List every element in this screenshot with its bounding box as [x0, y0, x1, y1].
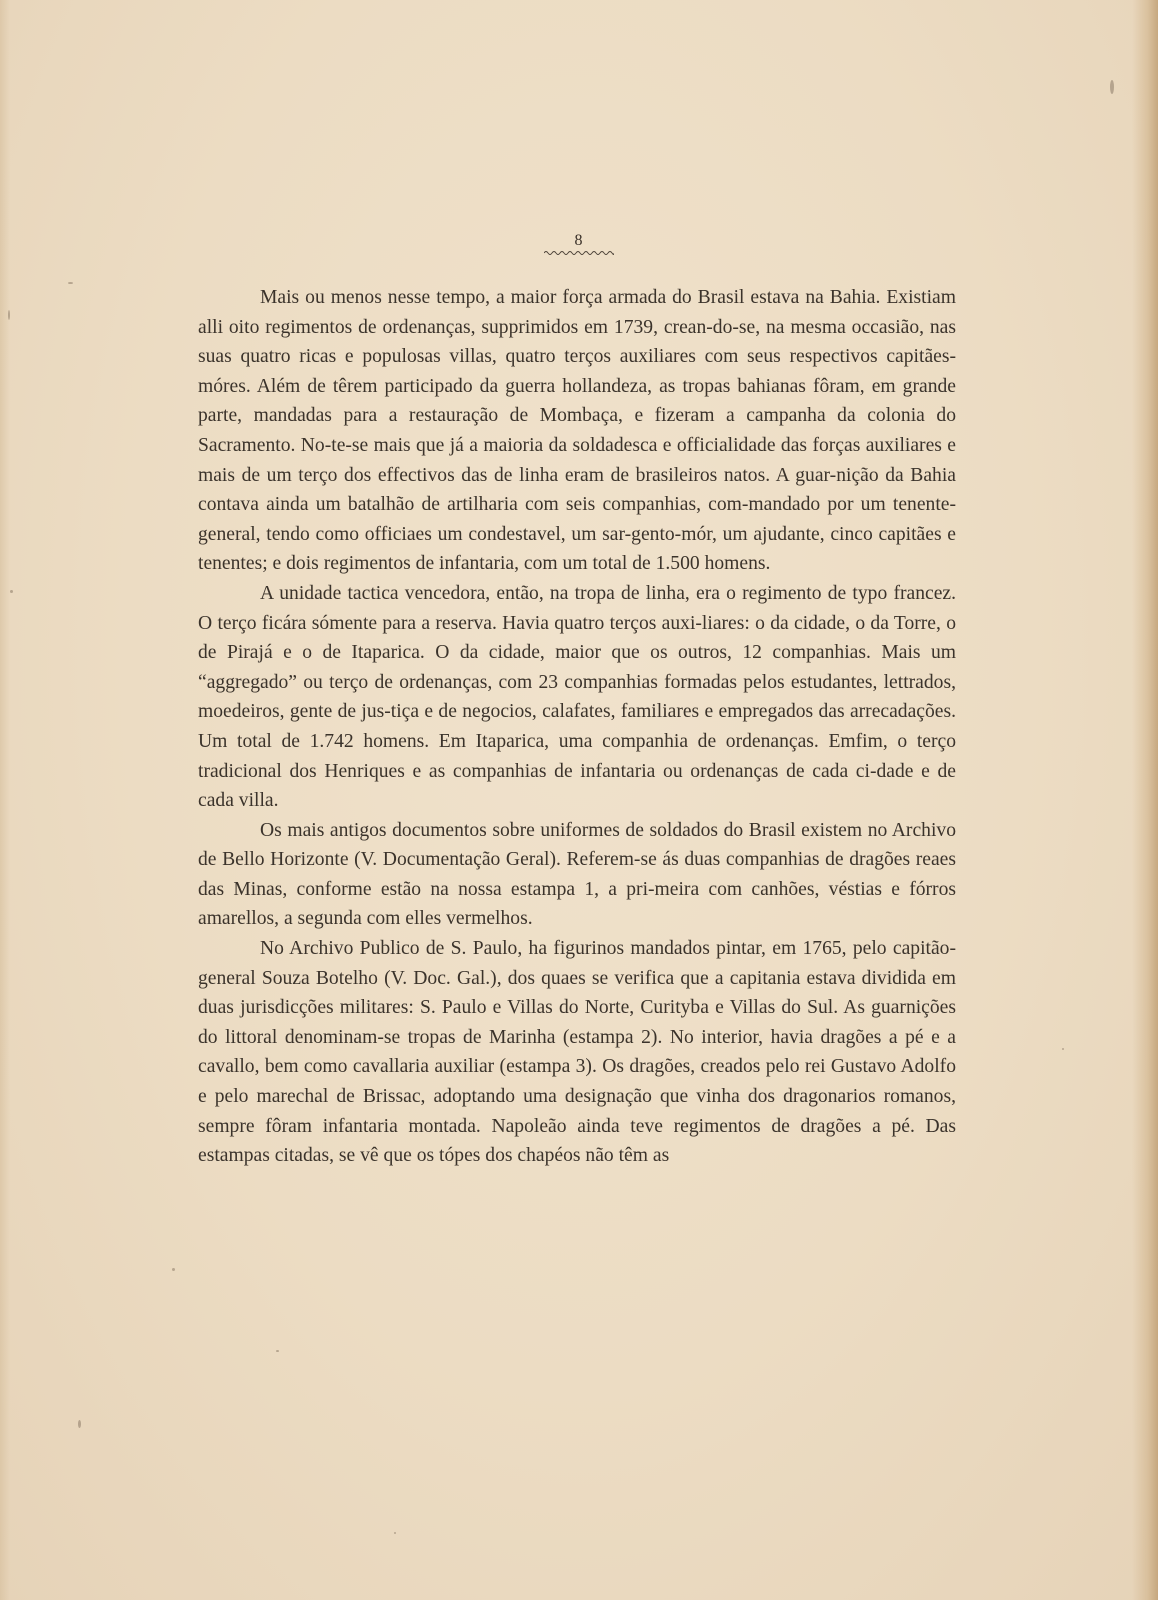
page-number: 8	[574, 232, 584, 249]
paragraph-4: No Archivo Publico de S. Paulo, ha figurinos mandados pintar, em 1765, pelo capitão-general Souza Botelho (V. Doc. Gal.), dos quaes se verifica que a capitania estava dividida em duas jurisdicções militares: S. Paulo e Villas do Norte, Curityba e Villas do Sul. As guarnições do littoral denominam-se tropas de Marinha (estampa 2). No interior, havia dragões a pé e a cavallo, bem como cavallaria auxiliar (estampa 3). Os dragões, creados pelo rei Gustavo Adolfo e pelo marechal de Brissac, adoptando uma designação que vinha dos dragonarios romanos, sempre fôram infantaria montada. Napoleão ainda teve regimentos de dragões a pé. Das estampas citadas, se vê que os tópes dos chapéos não têm as	[198, 938, 956, 1167]
paper-speck	[394, 1532, 396, 1534]
paper-speck	[8, 310, 10, 320]
paper-speck	[1062, 1048, 1064, 1050]
paragraph-2: A unidade tactica vencedora, então, na tropa de linha, era o regimento de typo francez. O terço ficára sómente para a reserva. Havia quatro terços auxi-liares: o da cidade, o da Torre, o de Pirajá e o de Itaparica. O da cidade, maior que os outros, 12 companhias. Mais um “aggregado” ou terço de ordenanças, com 23 companhias formadas pelos estudantes, lettrados, moedeiros, gente de jus-tiça e de negocios, calafates, familiares e empregados das arrecadações. Um total de 1.742 homens. Em Itaparica, uma companhia de ordenanças. Emfim, o terço tradicional dos Henriques e as companhias de infantaria ou ordenanças de cada ci-dade e de cada villa.	[198, 582, 956, 812]
paragraph-1: Mais ou menos nesse tempo, a maior força armada do Brasil estava na Bahia. Existiam alli oito regimentos de ordenanças, supprimidos em 1739, crean-do-se, na mesma occasião, nas suas quatro ricas e populosas villas, quatro terços auxiliares com seus respectivos capitães-móres. Além de têrem participado da guerra hollandeza, as tropas bahianas fôram, em grande parte, mandadas para a restauração de Mombaça, e fizeram a campanha da colonia do Sacramento. No-te-se mais que já a maioria da soldadesca e officialidade das forças auxiliares e mais de um terço dos effectivos das de linha eram de brasileiros natos. A guar-nição da Bahia contava ainda um batalhão de artilharia com seis companhias, com-mandado por um tenente-general, tendo como officiaes um condestavel, um sar-gento-mór, um ajudante, cinco capitães e tenentes; e dois regimentos de infantaria, com um total de 1.500 homens.	[198, 287, 956, 575]
paper-speck	[68, 282, 73, 284]
paragraph-3: Os mais antigos documentos sobre uniformes de soldados do Brasil existem no Archivo de Bello Horizonte (V. Documentação Geral). Referem-se ás duas companhias de dragões reaes das Minas, conforme estão na nossa estampa 1, a pri-meira com canhões, véstias e fórros amarellos, a segunda com elles vermelhos.	[198, 819, 956, 930]
ornamental-wavy-rule	[544, 250, 614, 256]
paper-speck	[78, 1420, 81, 1428]
body-text	[198, 283, 956, 1171]
page-header	[0, 232, 1158, 256]
paper-speck	[10, 590, 13, 593]
paper-speck	[172, 1268, 175, 1271]
paper-speck	[276, 1350, 279, 1352]
paper-speck	[1110, 80, 1114, 94]
